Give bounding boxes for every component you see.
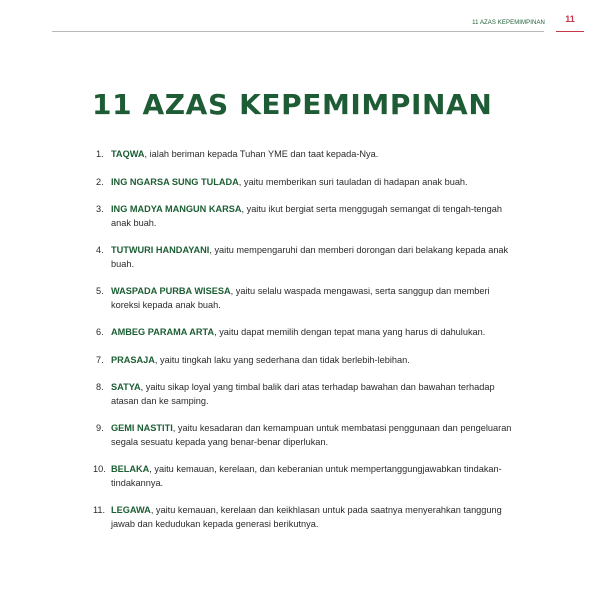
list-item (96, 148, 521, 162)
item-description: , yaitu memberikan suri tauladan di hadapan anak buah. (238, 176, 468, 187)
item-number: 10. (93, 464, 106, 474)
item-term: ING NGARSA SUNG TULADA (111, 176, 239, 187)
list-item (96, 176, 521, 190)
item-description: , yaitu sikap loyal yang timbal balik dari atas terhadap bawahan dan bawahan terhadap atasan dan ke samping. (111, 382, 495, 406)
item-description: , yaitu tingkah laku yang sederhana dan tidak berlebih-lebihan. (154, 354, 410, 365)
item-term: ING MADYA MANGUN KARSA (111, 204, 242, 214)
item-term: SATYA (111, 382, 141, 392)
list-item (96, 381, 521, 408)
list-item (96, 203, 521, 230)
item-number: 3. (96, 204, 104, 214)
item-term: PRASAJA (111, 354, 155, 365)
list-item (96, 285, 521, 312)
header-rule (52, 31, 544, 32)
item-number: 11. (93, 505, 106, 515)
item-term: GEMI NASTITI (111, 423, 173, 433)
item-description: , yaitu kemauan, kerelaan dan keikhlasan untuk pada saatnya menyerahkan tanggung jawab dan kedudukan kepada generasi berikutnya. (111, 505, 502, 529)
item-number: 7. (96, 354, 104, 365)
item-description: , yaitu mempengaruhi dan memberi dorongan dari belakang kepada anak buah. (111, 245, 509, 269)
item-description: , yaitu kesadaran dan kemampuan untuk membatasi penggunaan dan pengeluaran segala sesuatu kepada yang benar-benar diperlukan. (111, 423, 512, 447)
item-description: , ialah beriman kepada Tuhan YME dan taat kepada-Nya. (144, 149, 379, 159)
item-description: , yaitu kemauan, kerelaan, dan keberanian untuk mempertanggungjawabkan tindakan-tindakannya. (111, 464, 502, 488)
item-number: 2. (96, 176, 104, 187)
item-number: 6. (96, 327, 104, 337)
item-term: BELAKA (111, 464, 150, 474)
item-description: , yaitu dapat memilih dengan tepat mana yang harus di dahulukan. (214, 327, 486, 337)
page-number-underline (556, 31, 584, 32)
item-description: , yaitu ikut bergiat serta menggugah semangat di tengah-tengah anak buah. (111, 204, 502, 228)
item-number: 4. (96, 245, 104, 255)
list-item (96, 422, 521, 449)
item-term: TUTWURI HANDAYANI (111, 245, 210, 255)
list-item (93, 463, 521, 490)
item-description: , yaitu selalu waspada mengawasi, serta sanggup dan memberi koreksi kepada anak buah. (111, 286, 490, 310)
item-number: 1. (96, 149, 104, 159)
list-item (96, 244, 521, 271)
page-number: 11 (565, 14, 575, 24)
page-title: 11 AZAS KEPEMIMPINAN (92, 88, 493, 121)
item-number: 5. (96, 286, 104, 296)
item-term: AMBEG PARAMA ARTA (111, 327, 215, 337)
running-header: 11 AZAS KEPEMIMPINAN (472, 20, 545, 26)
item-term: TAQWA (111, 149, 145, 159)
item-number: 9. (96, 423, 104, 433)
item-term: LEGAWA (111, 505, 151, 515)
list-item (93, 504, 521, 531)
item-term: WASPADA PURBA WISESA (111, 286, 231, 296)
principles-list (93, 148, 521, 545)
list-item (96, 354, 521, 368)
item-number: 8. (96, 382, 104, 392)
list-item (96, 326, 521, 340)
